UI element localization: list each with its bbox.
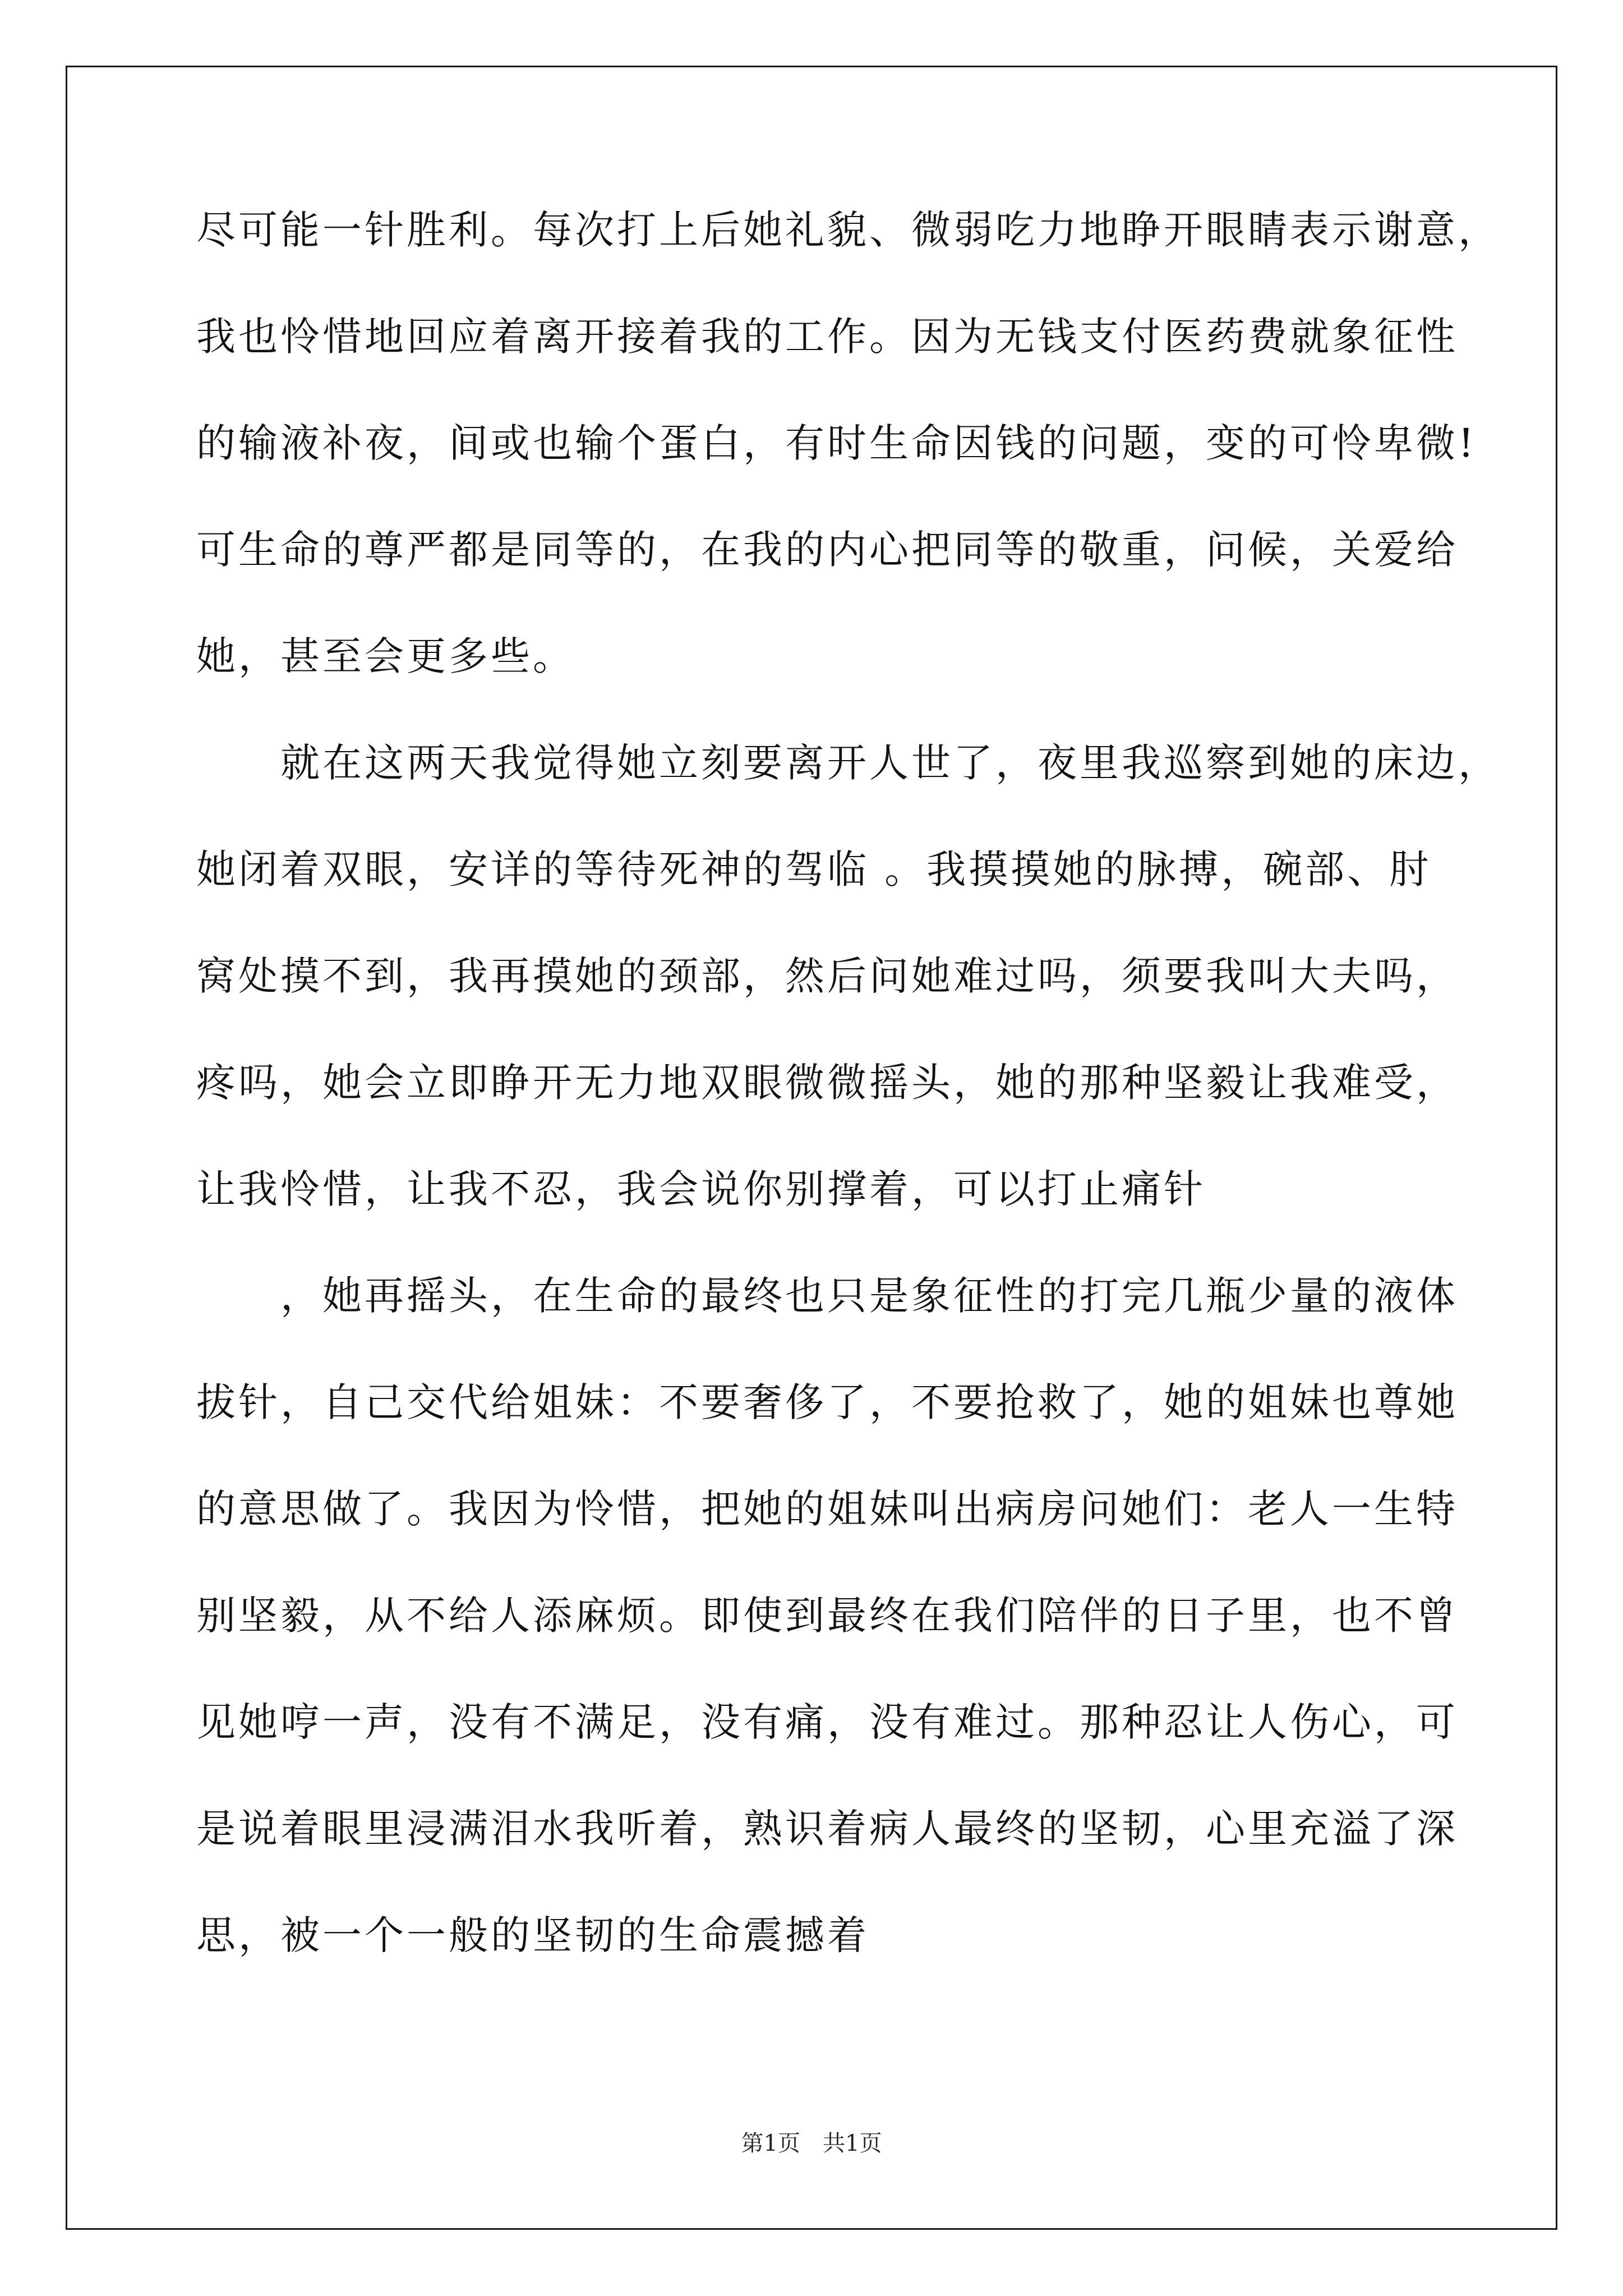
text-line: 思，被一个一般的坚韧的生命震撼着 [196,1912,869,1958]
text-line: 是说着眼里浸满泪水我听着，熟识着病人最终的坚韧，心里充溢了深 [196,1806,1458,1852]
text-line: 尽可能一针胜利。每次打上后她礼貌、微弱吃力地睁开眼睛表示谢意， [196,207,1500,253]
text-line: 窝处摸不到，我再摸她的颈部，然后问她难过吗，须要我叫大夫吗， [196,953,1458,999]
page-number: 第1页 共1页 [741,2131,882,2156]
text-line: ，她再摇头，在生命的最终也只是象征性的打完几瓶少量的液体 [280,1273,1458,1319]
text-line: 可生命的尊严都是同等的，在我的内心把同等的敬重，问候，关爱给 [196,527,1458,573]
text-line: 疼吗，她会立即睁开无力地双眼微微摇头，她的那种坚毅让我难受， [196,1060,1458,1106]
text-line: 见她哼一声，没有不满足，没有痛，没有难过。那种忍让人伤心，可 [196,1699,1458,1745]
text-line: 拔针，自己交代给姐妹：不要奢侈了，不要抢救了，她的姐妹也尊她 [196,1379,1458,1425]
page-border [66,66,1557,2230]
text-line: 她，甚至会更多些。 [196,633,575,679]
text-line: 就在这两天我觉得她立刻要离开人世了，夜里我巡察到她的床边， [280,740,1500,786]
text-line: 我也怜惜地回应着离开接着我的工作。因为无钱支付医药费就象征性 [196,314,1458,360]
text-line: 她闭着双眼，安详的等待死神的驾临 。我摸摸她的脉搏，碗部、肘 [196,846,1432,892]
text-line: 让我怜惜，让我不忍，我会说你别撑着，可以打止痛针 [196,1166,1206,1212]
text-line: 的意思做了。我因为怜惜，把她的姐妹叫出病房问她们：老人一生特 [196,1486,1458,1532]
text-line: 的输液补夜，间或也输个蛋白，有时生命因钱的问题，变的可怜卑微! [196,420,1477,466]
text-line: 别坚毅，从不给人添麻烦。即使到最终在我们陪伴的日子里，也不曾 [196,1593,1458,1639]
